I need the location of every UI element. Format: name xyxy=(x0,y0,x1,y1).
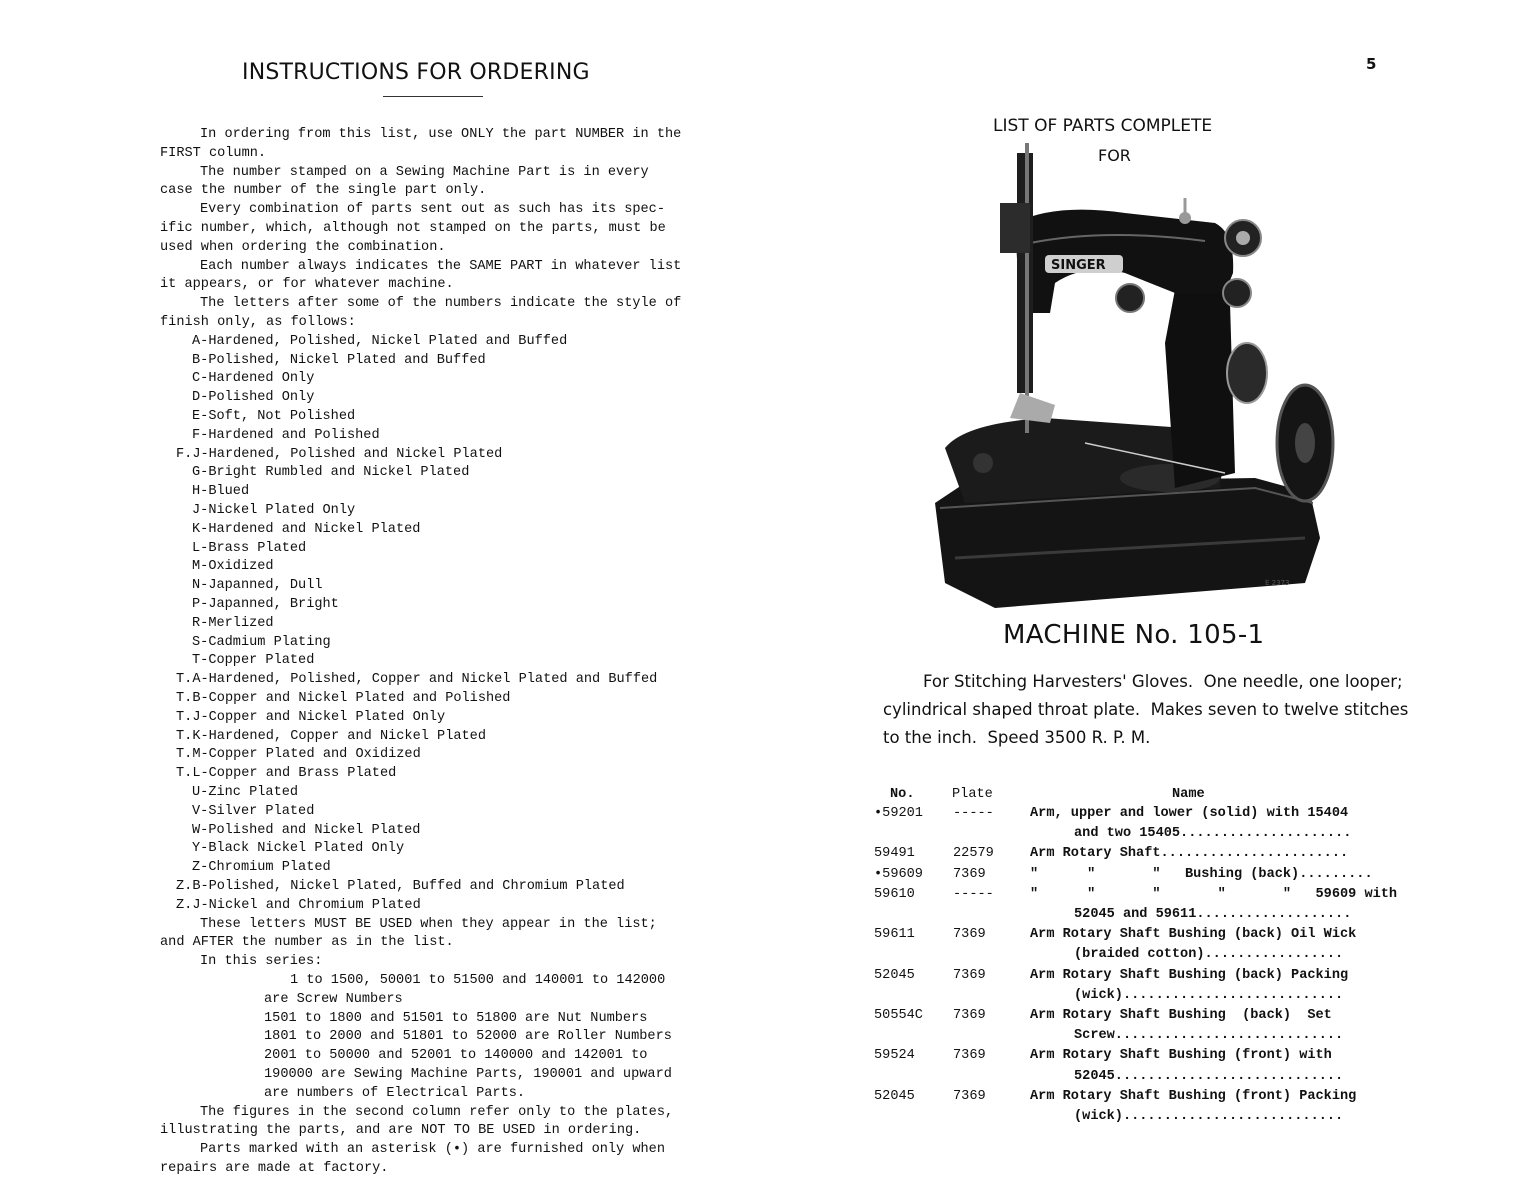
plate-cell: 7369 xyxy=(953,1048,986,1064)
intro-line: The number stamped on a Sewing Machine Part is in every xyxy=(200,164,649,180)
part-number-cell: 59491 xyxy=(874,846,915,862)
part-name-cell: " " " " " 59609 with xyxy=(1030,886,1398,902)
part-number-cell: 59610 xyxy=(874,886,915,902)
part-name-cell: Arm Rotary Shaft Bushing (back) Set xyxy=(1030,1008,1332,1023)
finish-code-item: G-Bright Rumbled and Nickel Plated xyxy=(192,465,470,481)
description-line: For Stitching Harvesters' Gloves. One needle, one looper; xyxy=(923,672,1403,691)
finish-code-item: N-Japanned, Dull xyxy=(192,578,323,594)
finish-code-item: K-Hardened and Nickel Plated xyxy=(192,521,421,537)
part-number-cell: 59611 xyxy=(874,927,915,943)
intro-line: FIRST column. xyxy=(160,145,267,161)
page-number: 5 xyxy=(1366,55,1377,73)
series-line: In this series: xyxy=(200,954,323,970)
plate-cell: 7369 xyxy=(953,866,986,882)
list-for-label: FOR xyxy=(1098,146,1131,165)
finish-code-item: T.L-Copper and Brass Plated xyxy=(176,766,397,782)
part-number-cell: 50554C xyxy=(874,1008,923,1023)
part-number-cell: 52045 xyxy=(874,967,915,983)
plate-cell: 7369 xyxy=(953,1008,986,1023)
plate-cell: 7369 xyxy=(953,1088,986,1104)
part-name-continuation: (wick)........................... xyxy=(1074,987,1344,1003)
finish-code-item: F-Hardened and Polished xyxy=(192,427,380,443)
finish-code-item: U-Zinc Plated xyxy=(192,785,299,800)
intro-line: Each number always indicates the SAME PART in whatever list xyxy=(200,258,682,274)
part-name-continuation: Screw............................ xyxy=(1074,1028,1344,1044)
intro-line: Every combination of parts sent out as such has its spec- xyxy=(200,202,665,218)
svg-text:SINGER: SINGER xyxy=(1051,258,1106,273)
finish-code-item: F.J-Hardened, Polished and Nickel Plated xyxy=(176,446,503,462)
plate-cell: ----- xyxy=(953,806,994,821)
plate-cell: 7369 xyxy=(953,967,986,983)
list-title: LIST OF PARTS COMPLETE xyxy=(993,116,1213,136)
series-line: are Screw Numbers xyxy=(264,991,403,1007)
series-line: 1 to 1500, 50001 to 51500 and 140001 to 142000 xyxy=(290,973,666,988)
finish-code-item: P-Japanned, Bright xyxy=(192,597,339,612)
page-title: INSTRUCTIONS FOR ORDERING xyxy=(242,60,590,85)
part-number-cell: 59524 xyxy=(874,1048,915,1064)
finish-code-item: L-Brass Plated xyxy=(192,540,307,556)
series-line: 1801 to 2000 and 51801 to 52000 are Roller Numbers xyxy=(264,1029,672,1045)
finish-code-item: Z.B-Polished, Nickel Plated, Buffed and Chromium Plated xyxy=(176,879,625,894)
part-number-cell: •59609 xyxy=(874,866,923,882)
part-name-cell: Arm Rotary Shaft Bushing (back) Oil Wick xyxy=(1030,927,1357,943)
series-line: These letters MUST BE USED when they appear in the list; xyxy=(200,916,657,932)
finish-code-item: T-Copper Plated xyxy=(192,653,315,669)
finish-code-item: T.K-Hardened, Copper and Nickel Plated xyxy=(176,728,486,744)
series-line: and AFTER the number as in the list. xyxy=(160,935,454,951)
series-line: Parts marked with an asterisk (•) are furnished only when xyxy=(200,1142,665,1158)
intro-line: The letters after some of the numbers indicate the style of xyxy=(200,296,682,312)
finish-code-item: T.J-Copper and Nickel Plated Only xyxy=(176,709,446,725)
finish-code-item: M-Oxidized xyxy=(192,559,274,575)
intro-line: finish only, as follows: xyxy=(160,315,356,330)
series-line: 1501 to 1800 and 51501 to 51800 are Nut Numbers xyxy=(264,1010,648,1026)
plate-cell: 22579 xyxy=(953,846,994,862)
intro-line: used when ordering the combination. xyxy=(160,239,446,255)
part-name-continuation: and two 15405..................... xyxy=(1074,826,1352,842)
part-name-cell: " " " Bushing (back)......... xyxy=(1030,866,1373,882)
series-line: illustrating the parts, and are NOT TO BE USED in ordering. xyxy=(160,1123,642,1139)
finish-code-item: B-Polished, Nickel Plated and Buffed xyxy=(192,352,486,368)
part-name-continuation: (wick)........................... xyxy=(1074,1109,1344,1124)
column-header-name: Name xyxy=(1172,787,1205,802)
sewing-machine-illustration xyxy=(925,143,1345,613)
intro-line: In ordering from this list, use ONLY the part NUMBER in the xyxy=(200,127,682,142)
series-line: repairs are made at factory. xyxy=(160,1161,389,1176)
finish-code-item: Z-Chromium Plated xyxy=(192,860,331,876)
part-number-cell: •59201 xyxy=(874,806,923,821)
part-name-cell: Arm Rotary Shaft Bushing (back) Packing xyxy=(1030,967,1349,983)
finish-code-item: H-Blued xyxy=(192,484,250,500)
part-name-cell: Arm Rotary Shaft Bushing (front) with xyxy=(1030,1048,1332,1064)
plate-cell: 7369 xyxy=(953,927,986,943)
finish-code-item: T.M-Copper Plated and Oxidized xyxy=(176,747,421,763)
part-name-cell: Arm Rotary Shaft Bushing (front) Packing xyxy=(1030,1088,1357,1104)
intro-line: ific number, which, although not stamped on the parts, must be xyxy=(160,221,666,236)
finish-code-item: T.A-Hardened, Polished, Copper and Nickel Plated and Buffed xyxy=(176,672,658,688)
machine-title: MACHINE No. 105-1 xyxy=(1003,620,1265,650)
finish-code-item: Y-Black Nickel Plated Only xyxy=(192,841,405,857)
finish-code-item: S-Cadmium Plating xyxy=(192,634,331,650)
part-name-continuation: 52045 and 59611................... xyxy=(1074,907,1352,922)
finish-code-item: R-Merlized xyxy=(192,615,274,631)
part-name-cell: Arm Rotary Shaft....................... xyxy=(1030,846,1349,862)
finish-code-item: A-Hardened, Polished, Nickel Plated and Buffed xyxy=(192,333,568,349)
column-header-plate: Plate xyxy=(952,787,993,802)
series-line: 190000 are Sewing Machine Parts, 190001 and upward xyxy=(264,1067,672,1082)
description-line: to the inch. Speed 3500 R. P. M. xyxy=(883,728,1151,747)
description-line: cylindrical shaped throat plate. Makes seven to twelve stitches xyxy=(883,700,1409,719)
finish-code-item: J-Nickel Plated Only xyxy=(192,503,356,518)
intro-line: it appears, or for whatever machine. xyxy=(160,277,454,293)
series-line: The figures in the second column refer only to the plates, xyxy=(200,1104,674,1120)
part-name-cell: Arm, upper and lower (solid) with 15404 xyxy=(1030,806,1349,821)
part-name-continuation: (braided cotton)................. xyxy=(1074,947,1344,963)
finish-code-item: E-Soft, Not Polished xyxy=(192,409,356,424)
intro-line: case the number of the single part only. xyxy=(160,183,487,199)
column-header-no: No. xyxy=(890,787,915,802)
finish-code-item: W-Polished and Nickel Plated xyxy=(192,822,421,838)
finish-code-item: C-Hardened Only xyxy=(192,371,315,387)
series-line: are numbers of Electrical Parts. xyxy=(264,1085,526,1101)
series-line: 2001 to 50000 and 52001 to 140000 and 142001 to xyxy=(264,1048,648,1064)
title-rule xyxy=(383,96,483,97)
finish-code-item: Z.J-Nickel and Chromium Plated xyxy=(176,897,421,913)
part-number-cell: 52045 xyxy=(874,1088,915,1104)
plate-cell: ----- xyxy=(953,886,994,902)
illustration-mark: E 2373 xyxy=(1265,579,1290,587)
part-name-continuation: 52045............................ xyxy=(1074,1068,1344,1084)
finish-code-item: V-Silver Plated xyxy=(192,803,315,819)
finish-code-item: T.B-Copper and Nickel Plated and Polished xyxy=(176,691,511,706)
finish-code-item: D-Polished Only xyxy=(192,390,315,406)
